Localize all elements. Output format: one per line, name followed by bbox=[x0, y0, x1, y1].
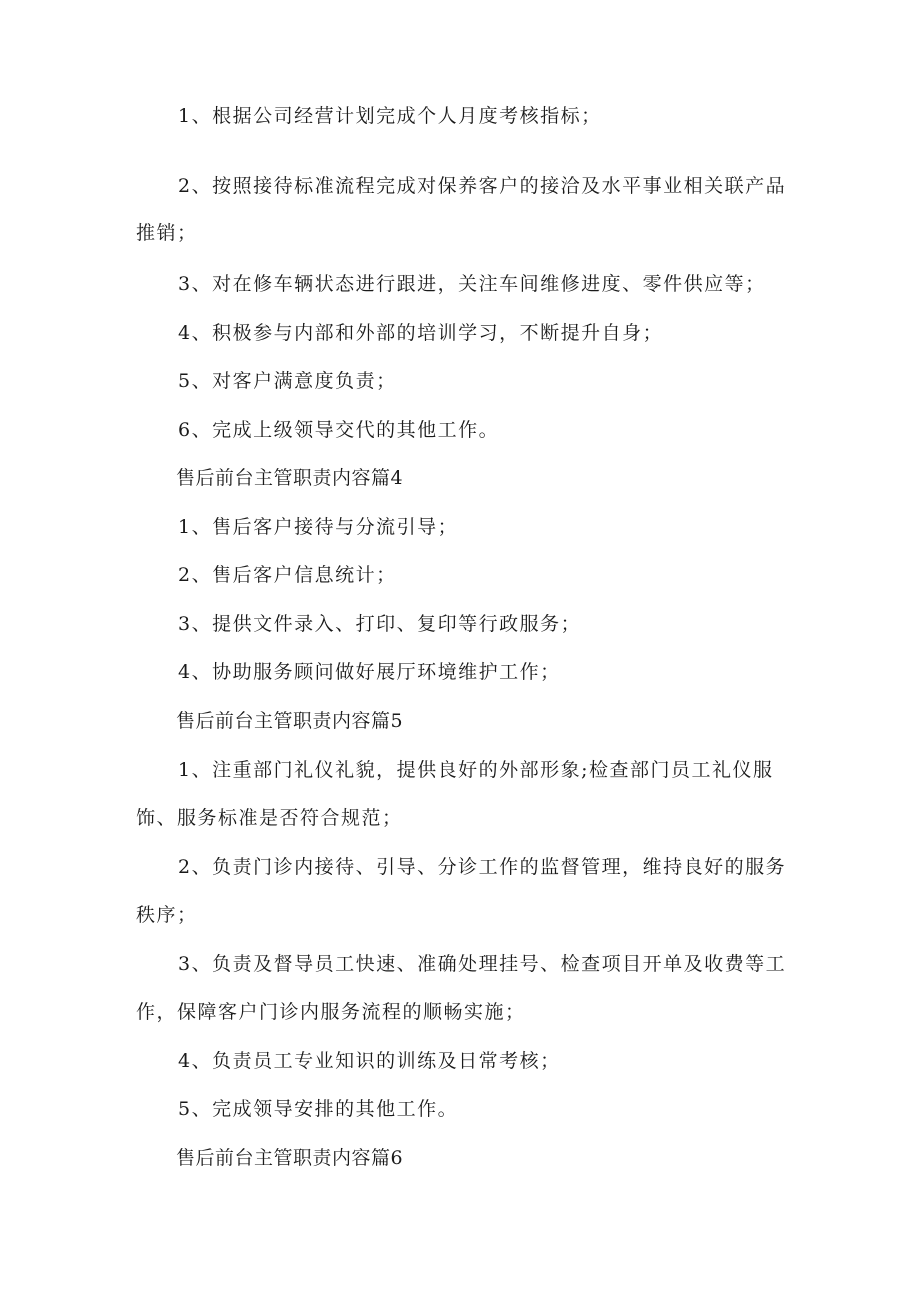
list-item-text: 2、售后客户信息统计； bbox=[178, 564, 397, 586]
section-heading: 售后前台主管职责内容篇6 bbox=[176, 1147, 404, 1169]
list-item-text-continued: 秩序； bbox=[136, 904, 198, 926]
list-item-text: 2、负责门诊内接待、引导、分诊工作的监督管理，维持良好的服务 bbox=[178, 856, 787, 878]
list-item-text: 2、按照接待标准流程完成对保养客户的接洽及水平事业相关联产品 bbox=[178, 175, 787, 197]
list-item-text: 3、负责及督导员工快速、准确处理挂号、检查项目开单及收费等工 bbox=[178, 953, 787, 975]
list-item-text: 1、注重部门礼仪礼貌，提供良好的外部形象;检查部门员工礼仪服 bbox=[178, 759, 774, 781]
section-heading: 售后前台主管职责内容篇5 bbox=[176, 710, 404, 732]
list-item-text-continued: 作，保障客户门诊内服务流程的顺畅实施； bbox=[136, 1001, 526, 1023]
list-item-text: 5、完成领导安排的其他工作。 bbox=[178, 1098, 459, 1120]
list-item-text-continued: 饰、服务标准是否符合规范； bbox=[136, 807, 403, 829]
list-item-text: 3、提供文件录入、打印、复印等行政服务； bbox=[178, 613, 582, 635]
list-item-text-continued: 推销； bbox=[136, 222, 198, 244]
section-heading: 售后前台主管职责内容篇4 bbox=[176, 467, 404, 489]
list-item-text: 6、完成上级领导交代的其他工作。 bbox=[178, 419, 500, 441]
list-item-text: 3、对在修车辆状态进行跟进，关注车间维修进度、零件供应等； bbox=[178, 273, 766, 295]
list-item-text: 5、对客户满意度负责； bbox=[178, 370, 397, 392]
list-item-text: 1、售后客户接待与分流引导； bbox=[178, 516, 459, 538]
list-item-text: 1、根据公司经营计划完成个人月度考核指标； bbox=[178, 105, 602, 127]
list-item-text: 4、协助服务顾问做好展厅环境维护工作； bbox=[178, 661, 561, 683]
list-item-text: 4、负责员工专业知识的训练及日常考核； bbox=[178, 1050, 561, 1072]
list-item-text: 4、积极参与内部和外部的培训学习，不断提升自身； bbox=[178, 322, 664, 344]
